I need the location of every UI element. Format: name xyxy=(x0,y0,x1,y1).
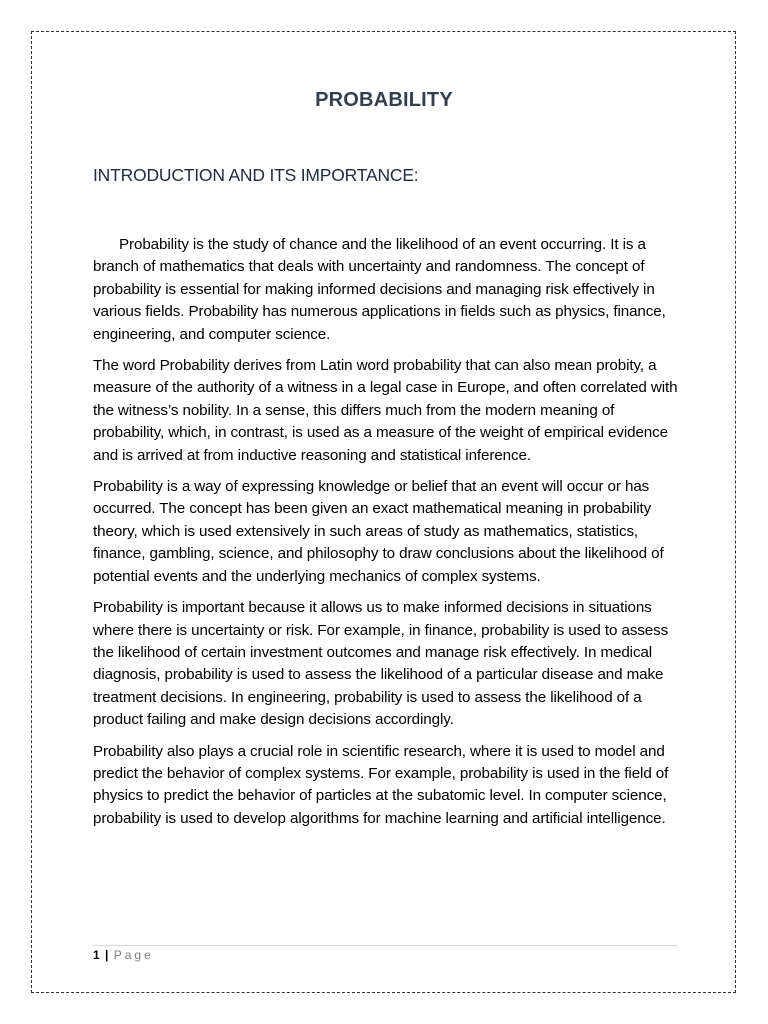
page-label: Page xyxy=(113,948,154,962)
document-title: PROBABILITY xyxy=(315,89,453,111)
section-heading: INTRODUCTION AND ITS IMPORTANCE: xyxy=(93,165,419,185)
paragraph: Probability also plays a crucial role in scientific research, where it is used to model and predict the behavior of complex systems. For example, probability is used in the field of physics to predict the behavior of particles at the subatomic level. In computer science, probability is used to develop algorithms for machine learning and artificial intelligence. xyxy=(93,742,669,827)
paragraph: Probability is the study of chance and the likelihood of an event occurring. It is a branch of mathematics that deals with uncertainty and randomness. The concept of probability is essential for making informed decisions and managing risk effectively in various fields. Probability has numerous applications in fields such as physics, finance, engineering, and computer science. xyxy=(93,236,666,343)
paragraph: The word Probability derives from Latin word probability that can also mean probity, a measure of the authority of a witness in a legal case in Europe, and often correlated with the witness’s nobility. In a sense, this differs much from the modern meaning of probability, which, in contrast, is used as a measure of the weight of empirical evidence and is arrived at from inductive reasoning and statistical inference. xyxy=(93,357,678,464)
document-body xyxy=(93,234,683,839)
paragraph: Probability is a way of expressing knowledge or belief that an event will occur or has occurred. The concept has been given an exact mathematical meaning in probability theory, which is used extensively in such areas of study as mathematics, statistics, finance, gambling, science, and philosophy to draw conclusions about the likelihood of potential events and the underlying mechanics of complex systems. xyxy=(93,478,664,585)
footer-divider xyxy=(93,945,678,946)
paragraph: Probability is important because it allows us to make informed decisions in situations where there is uncertainty or risk. For example, in finance, probability is used to assess the likelihood of certain investment outcomes and manage risk effectively. In medical diagnosis, probability is used to assess the likelihood of a particular disease and make treatment decisions. In engineering, probability is used to assess the likelihood of a product failing and make design decisions accordingly. xyxy=(93,599,669,729)
page-footer xyxy=(93,947,154,963)
footer-separator: | xyxy=(105,948,109,962)
page-number: 1 xyxy=(93,948,100,962)
